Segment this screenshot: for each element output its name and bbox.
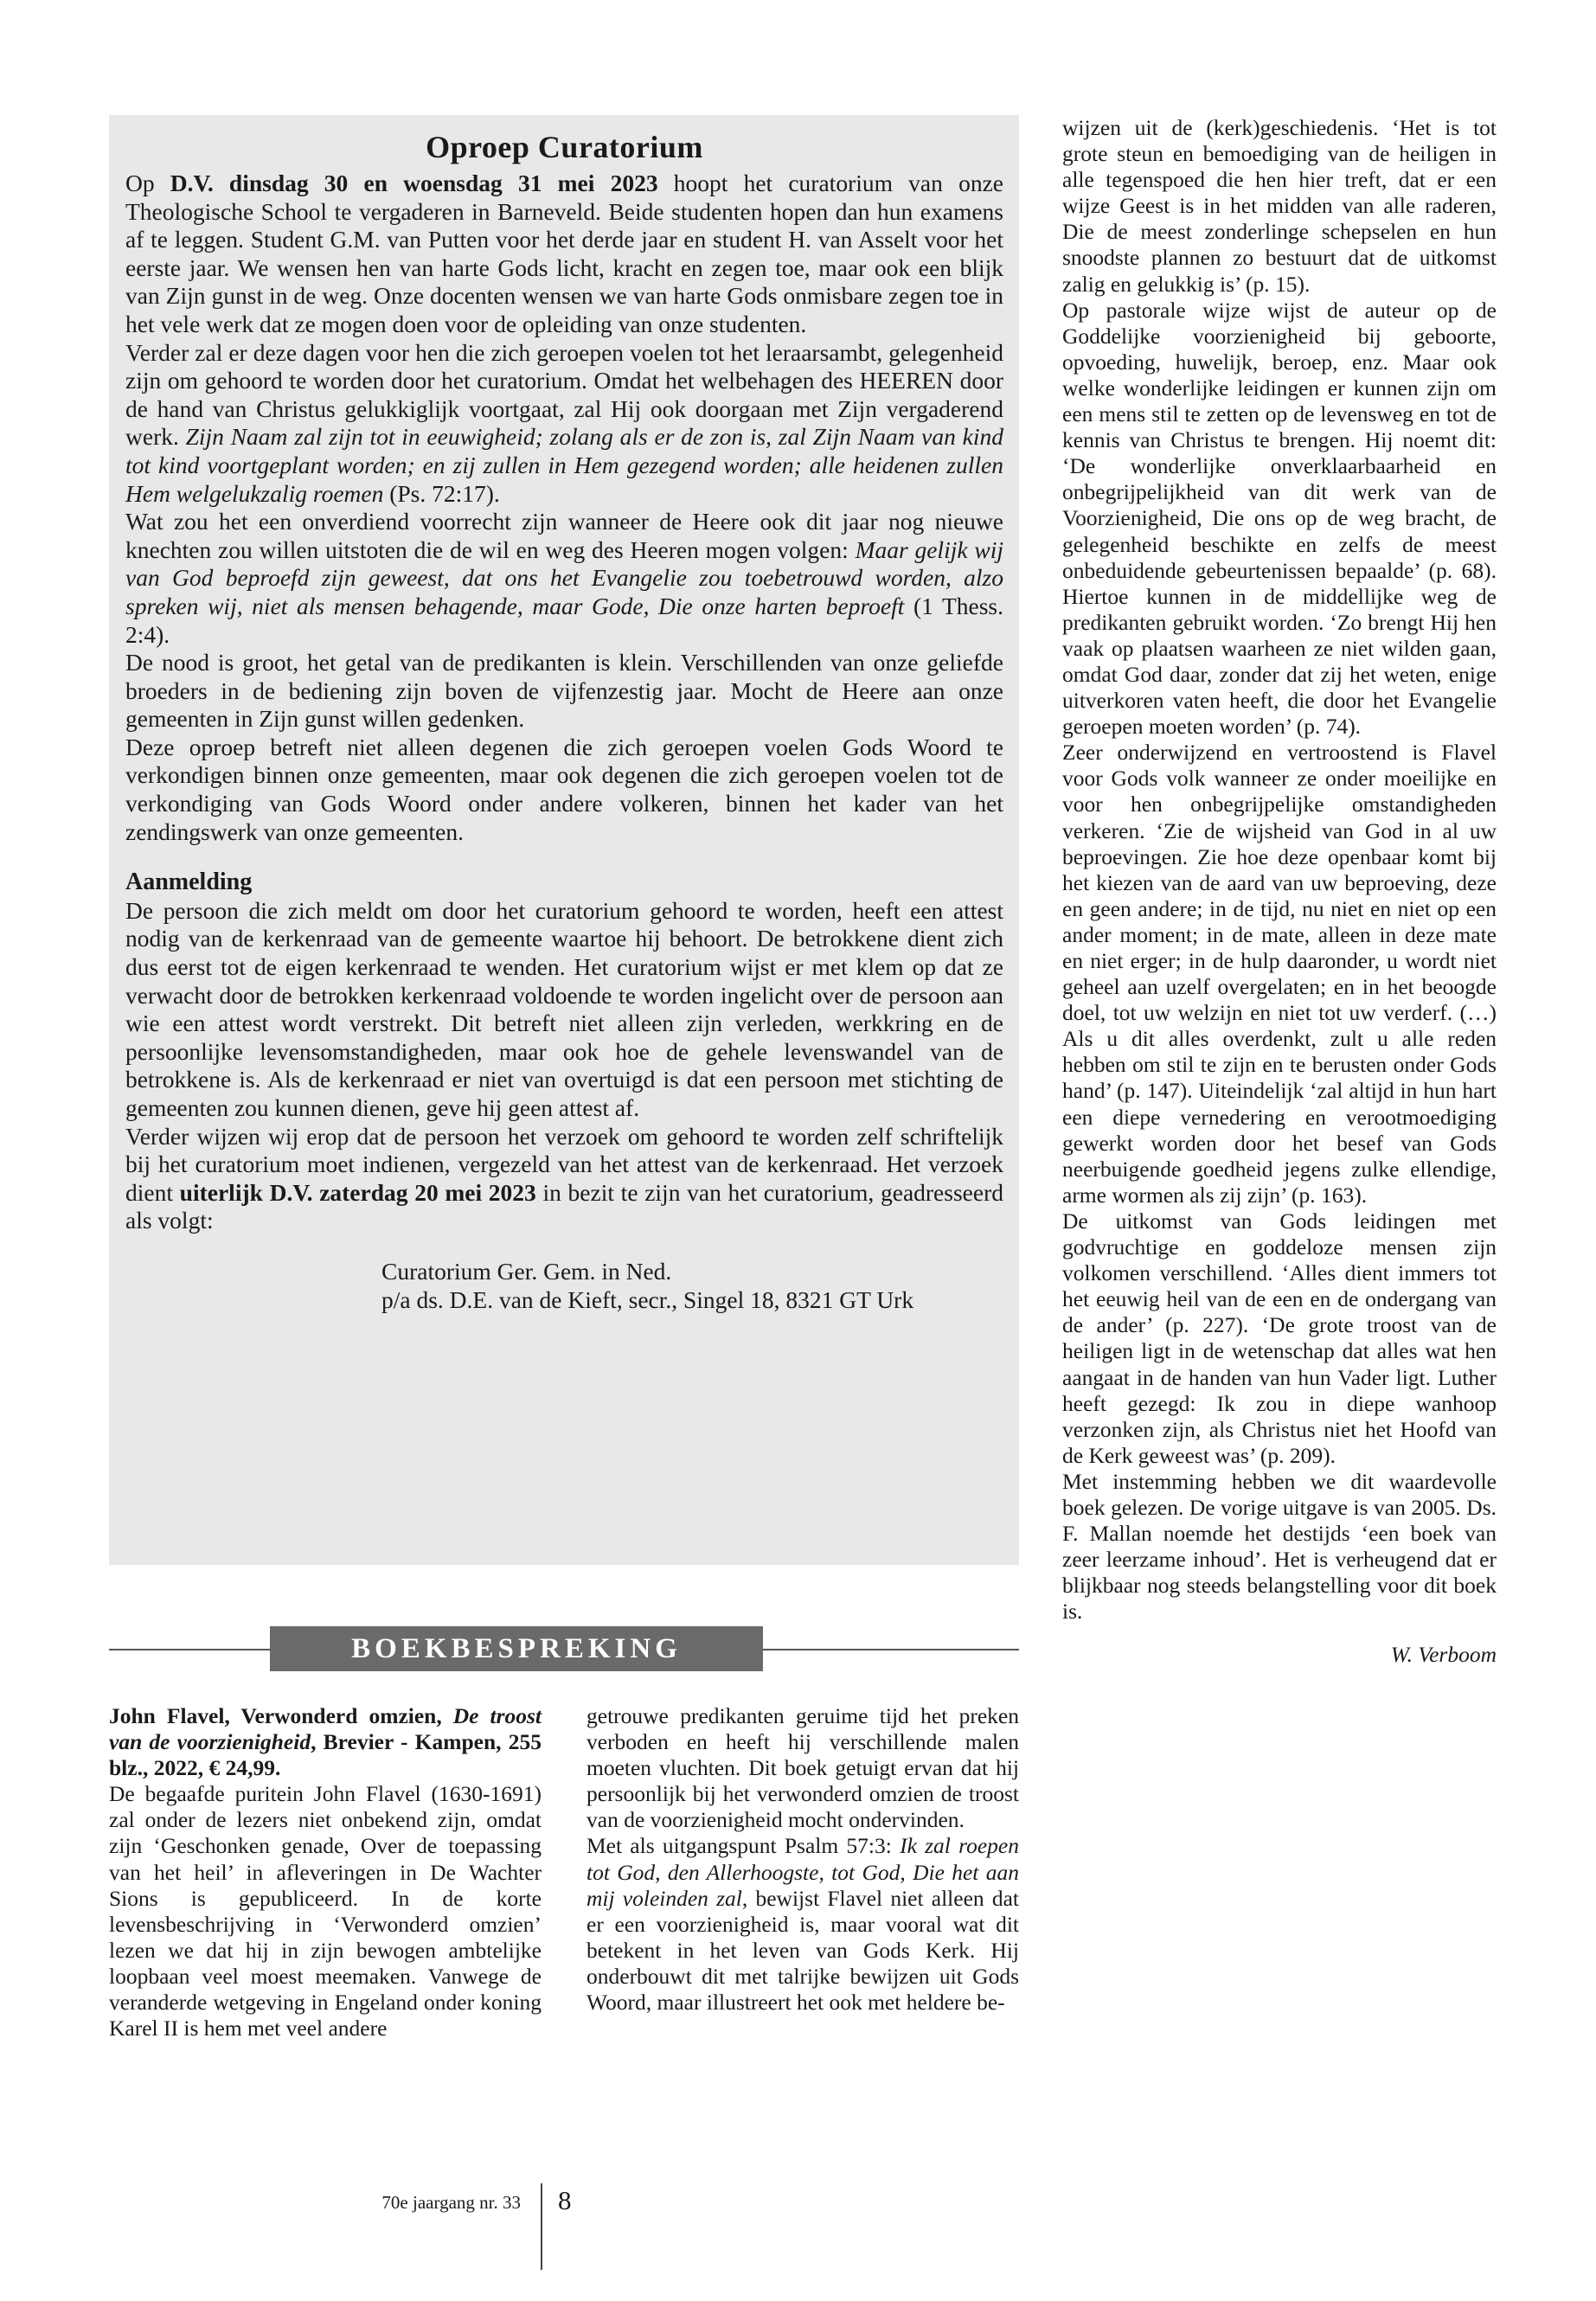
bold-text: , Brevier - Kampen, 255 blz., 2022, € 24,99. bbox=[109, 1729, 542, 1781]
text-run: De begaafde puritein John Flavel (1630-1691) zal onder de lezers niet onbekend zijn, omdat zijn ‘Geschonken genade, Over de toepassing van het heil’ in afleveringen in De Wachter Sions is gepubliceerd. In de korte levensbeschrijving in ‘Verwonderd omzien’ lezen we dat hij in zijn bewogen ambtelijke loopbaan veel moest meemaken. Vanwege de veranderde wetgeving in Engeland onder koning Karel II is hem met veel andere bbox=[109, 1781, 542, 2041]
text-run: hoopt het curatorium van onze Theologische School te vergaderen in Barneveld. Beide studenten hopen dan hun examens af te leggen. Student G.M. van Putten voor het derde jaar en student H. van Asselt voor het eerste jaar. We wensen hen van harte Gods licht, kracht en zegen toe, maar ook een blijk van Zijn gunst in de weg. Onze docenten wensen we van harte Gods onmisbare zegen toe in het vele werk dat ze mogen doen voor de opleiding van onze studenten. bbox=[125, 170, 1003, 337]
review-paragraph bbox=[109, 1781, 542, 2041]
text-run: wijzen uit de (kerk)geschiedenis. ‘Het is tot grote steun en bemoediging van de heiligen in alle tegenspoed die hen hier treft, dat er een wijze Geest is in het midden van alle raderen, Die de meest zonderlinge schepselen en hun snoodste plannen zo bestuurt dat de uitkomst zalig en gelukkig is’ (p. 15). bbox=[1062, 115, 1497, 297]
italic-text: Maar gelijk wij van God beproefd zijn geweest, dat ons het Evangelie zou toebetrouwd worden, alzo spreken wij, niet als mensen behagende, maar Gode, Die onze harten beproeft bbox=[125, 535, 1003, 619]
text-run: (1 Thess. 2:4). bbox=[125, 592, 1003, 648]
bold-text: D.V. dinsdag 30 en woensdag 31 mei 2023 bbox=[170, 170, 658, 196]
italic-text: Ik zal roepen tot God, den Allerhoogste, tot God, Die het aan mij voleinden zal bbox=[586, 1833, 1019, 1911]
footer-volume: 70e jaargang nr. 33 bbox=[381, 2192, 521, 2213]
curatorium-paragraph bbox=[125, 508, 1003, 649]
review-paragraph bbox=[1062, 298, 1497, 740]
bold-italic-text: De troost van de voorzienigheid bbox=[109, 1703, 542, 1755]
review-column-2 bbox=[586, 1703, 1019, 2016]
curatorium-paragraph bbox=[125, 1123, 1003, 1235]
text-run: Op bbox=[125, 170, 170, 196]
text-run: , bewijst Flavel niet alleen dat er een voorzienigheid is, maar vooral wat dit betekent in het leven van Gods Kerk. Hij onderbouwt dit met talrijke bewijzen uit Gods Woord, maar illustreert het ook met heldere be- bbox=[586, 1885, 1020, 2016]
review-paragraph bbox=[1062, 740, 1497, 1208]
review-column-3 bbox=[1062, 115, 1497, 1669]
curatorium-paragraph bbox=[125, 649, 1003, 734]
review-column-1 bbox=[109, 1703, 542, 2041]
book-heading bbox=[109, 1703, 542, 1781]
review-paragraph bbox=[1062, 115, 1497, 298]
curatorium-paragraph bbox=[125, 734, 1003, 846]
italic-text: Zijn Naam zal zijn tot in eeuwigheid; zolang als er de zon is, zal Zijn Naam van kind tot kind voortgeplant worden; en zij zullen in Hem gezegend worden; alle heidenen zullen Hem welgelukzalig roemen bbox=[125, 423, 1003, 507]
footer-divider bbox=[541, 2183, 542, 2270]
text-run: in bezit te zijn van het curatorium, geadresseerd als volgt: bbox=[125, 1178, 1003, 1234]
curatorium-title: Oproep Curatorium bbox=[426, 130, 703, 164]
text-run: Deze oproep betreft niet alleen degenen die zich geroepen voelen Gods Woord te verkondigen binnen onze gemeenten, maar ook degenen die zich geroepen voelen tot de verkondiging van Gods Woord onder andere volkeren, binnen het kader van het zendingswerk van onze gemeenten. bbox=[125, 733, 1003, 845]
curatorium-paragraph bbox=[125, 339, 1003, 509]
page-number: 8 bbox=[558, 2185, 572, 2215]
bold-text: John Flavel, Verwonderd omzien, bbox=[109, 1703, 453, 1728]
review-paragraph bbox=[1062, 1469, 1497, 1625]
bold-text: uiterlijk D.V. zaterdag 20 mei 2023 bbox=[179, 1178, 536, 1206]
text-run: Op pastorale wijze wijst de auteur op de Goddelijke voorzienigheid bij geboorte, opvoeding, huwelijk, beroep, enz. Maar ook welke wonderlijke leidingen er kunnen zijn om een mens stil te zetten op de levensweg en tot de kennis van Christus te brengen. Hij noemt dit: ‘De wonderlijke onverklaarbaarheid en onbegrijpelijkheid van dit werk van de Voorzienigheid, Die ons op de weg bracht, de gelegenheid beschikte en zelfs de meest onbeduidende gebeurtenissen bepaalde’ (p. 68). Hiertoe kunnen in de middellijke weg de predikanten gebruikt worden. ‘Zo brengt Hij hen vaak op plaatsen waarheen ze niet wilden gaan, omdat God daar, zonder dat zij het weten, enige uitverkoren vaten heeft, die door het Evangelie geroepen moeten worden’ (p. 74). bbox=[1062, 297, 1497, 740]
address-line: Curatorium Ger. Gem. in Ned. bbox=[381, 1257, 672, 1285]
section-banner: BOEKBESPREKING bbox=[270, 1626, 763, 1671]
text-run: Verder zal er deze dagen voor hen die zich geroepen voelen tot het leraarsambt, gelegenheid zijn om gehoord te worden door het curatorium. Omdat het welbehagen des HEEREN door de hand van Christus gelukkiglijk voortgaat, zal Hij ook doorgaan met Zijn vergaderend werk. bbox=[125, 338, 1003, 451]
aanmelding-heading: Aanmelding bbox=[125, 868, 253, 896]
address-block bbox=[381, 1258, 1003, 1314]
text-run: getrouwe predikanten geruime tijd het preken verboden en heeft hij verschillende malen moeten vluchten. Dit boek getuigt ervan dat hij persoonlijk bij het verwonderd omzien de troost van de voorzienigheid mocht ondervinden. bbox=[586, 1703, 1019, 1833]
text-run: (Ps. 72:17). bbox=[383, 479, 500, 507]
text-run: Zeer onderwijzend en vertroostend is Flavel voor Gods volk wanneer ze onder moeilijke en voor hen onbegrijpelijke omstandigheden verkeren. ‘Zie de wijsheid van God in al uw beproevingen. Zie hoe deze openbaar komt bij het kiezen van de aard van uw beproeving, deze en geen andere; in de tijd, nu niet en niet op een ander moment; in de mate, alleen in deze mate en niet erger; in de hulp daaronder, u wordt niet geheel aan uzelf overgelaten; en in het beoogde doel, tot uw welzijn en niet tot uw verderf. (…) Als u dit alles overdenkt, zult u alle reden hebben om stil te zijn en te berusten onder Gods hand’ (p. 147). Uiteindelijk ‘zal altijd in hun hart een diepe vernedering en verootmoediging gewerkt worden door het besef van Gods neerbuigende goedheid jegens zulke ellendige, arme wormen als zij zijn’ (p. 163). bbox=[1062, 740, 1497, 1208]
review-paragraph bbox=[586, 1833, 1019, 2016]
text-run: Met als uitgangspunt Psalm 57:3: bbox=[586, 1833, 901, 1859]
text-run: Wat zou het een onverdiend voorrecht zijn wanneer de Heere ook dit jaar nog nieuwe knechten zou willen uitstoten die de wil en weg des Heeren mogen volgen: bbox=[125, 508, 1003, 563]
review-signature: W. Verboom bbox=[1390, 1642, 1497, 1668]
curatorium-paragraph bbox=[125, 897, 1003, 1123]
review-paragraph bbox=[1062, 1208, 1497, 1469]
curatorium-article bbox=[125, 128, 1003, 1314]
text-run: De uitkomst van Gods leidingen met godvruchtige en goddeloze mensen zijn volkomen verschillend. ‘Alles dient immers tot het eeuwig heil van de een en de ondergang van de ander’ (p. 227). ‘De grote troost van de heiligen ligt in de wetenschap dat alles wat hen aangaat in de handen van hun Vader ligt. Luther heeft gezegd: Ik zou in diepe wanhoop verzonken zijn, als Christus niet het Hoofd van de Kerk geweest was’ (p. 209). bbox=[1062, 1208, 1497, 1468]
curatorium-paragraph bbox=[125, 170, 1003, 339]
text-run: De nood is groot, het getal van de predikanten is klein. Verschillenden van onze geliefde broeders in de bediening zijn boven de vijfenzestig jaar. Mocht de Heere aan onze gemeenten in Zijn gunst willen gedenken. bbox=[125, 649, 1003, 733]
text-run: Verder wijzen wij erop dat de persoon het verzoek om gehoord te worden zelf schriftelijk bij het curatorium moet indienen, vergezeld van het attest van de kerkenraad. Het verzoek dient bbox=[125, 1122, 1003, 1206]
review-paragraph bbox=[586, 1703, 1019, 1833]
text-run: Met instemming hebben we dit waardevolle boek gelezen. De vorige uitgave is van 2005. Ds. F. Mallan noemde het destijds ‘een boek van zeer leerzame inhoud’. Het is verheugend dat er blijkbaar nog steeds belangstelling voor dit boek is. bbox=[1062, 1468, 1497, 1625]
address-line: p/a ds. D.E. van de Kieft, secr., Singel 18, 8321 GT Urk bbox=[381, 1285, 914, 1313]
text-run: De persoon die zich meldt om door het curatorium gehoord te worden, heeft een attest nodig van de kerkenraad van de gemeente waartoe hij behoort. De betrokkene dient zich dus eerst tot de eigen kerkenraad te wenden. Het curatorium wijst er met klem op dat ze verwacht door de betrokken kerkenraad voldoende te worden ingelicht over de persoon aan wie een attest wordt verstrekt. Dit betreft niet alleen zijn verleden, werkkring en de persoonlijke levensomstandigheden, maar ook hoe de gehele levenswandel van de betrokkene is. Als de kerkenraad er niet van overtuigd is dat een persoon met stichting de gemeenten zou kunnen dienen, geve hij geen attest af. bbox=[125, 896, 1003, 1121]
